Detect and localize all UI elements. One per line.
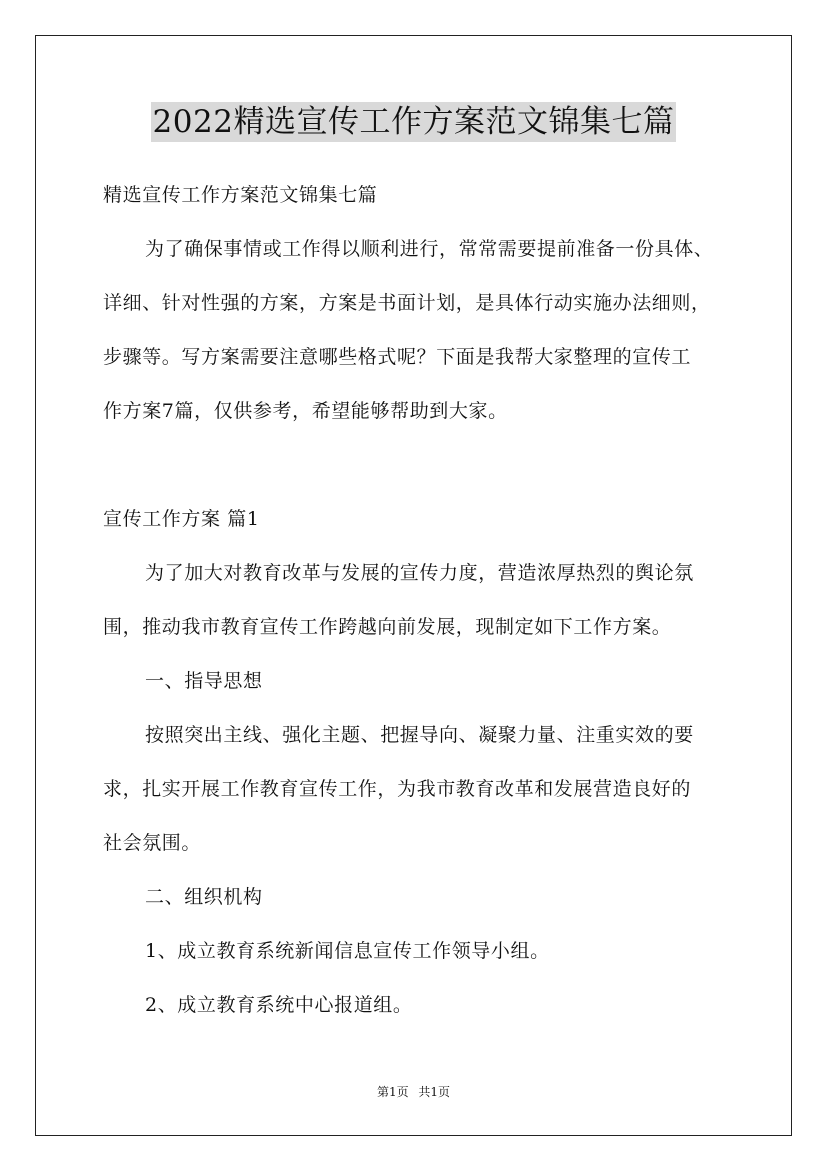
paragraph-line: 为了加大对教育改革与发展的宣传力度，营造浓厚热烈的舆论氛	[145, 562, 694, 584]
subtitle: 精选宣传工作方案范文锦集七篇	[103, 184, 378, 206]
page-total: 共1页	[418, 1085, 451, 1099]
intro-line: 为了确保事情或工作得以顺利进行，常常需要提前准备一份具体、	[145, 238, 714, 260]
paragraph-line: 社会氛围。	[103, 832, 202, 854]
document-title: 2022精选宣传工作方案范文锦集七篇	[152, 104, 675, 140]
intro-line: 作方案7篇，仅供参考，希望能够帮助到大家。	[103, 400, 508, 422]
heading-guiding-thought: 一、指导思想	[145, 670, 263, 692]
paragraph-line: 按照突出主线、强化主题、把握导向、凝聚力量、注重实效的要	[145, 724, 694, 746]
paragraph-line: 求，扎实开展工作教育宣传工作，为我市教育改革和发展营造良好的	[103, 778, 692, 800]
intro-line: 详细、针对性强的方案，方案是书面计划，是具体行动实施办法细则，	[103, 292, 711, 314]
page-number: 第1页	[376, 1085, 409, 1099]
page-footer	[0, 1084, 827, 1100]
heading-organization: 二、组织机构	[145, 886, 263, 908]
section-heading: 宣传工作方案 篇1	[103, 508, 260, 530]
list-item: 2、成立教育系统中心报道组。	[145, 994, 413, 1016]
title-container	[0, 102, 827, 142]
intro-line: 步骤等。写方案需要注意哪些格式呢？下面是我帮大家整理的宣传工	[103, 346, 692, 368]
paragraph-line: 围，推动我市教育宣传工作跨越向前发展，现制定如下工作方案。	[103, 616, 672, 638]
list-item: 1、成立教育系统新闻信息宣传工作领导小组。	[145, 940, 550, 962]
